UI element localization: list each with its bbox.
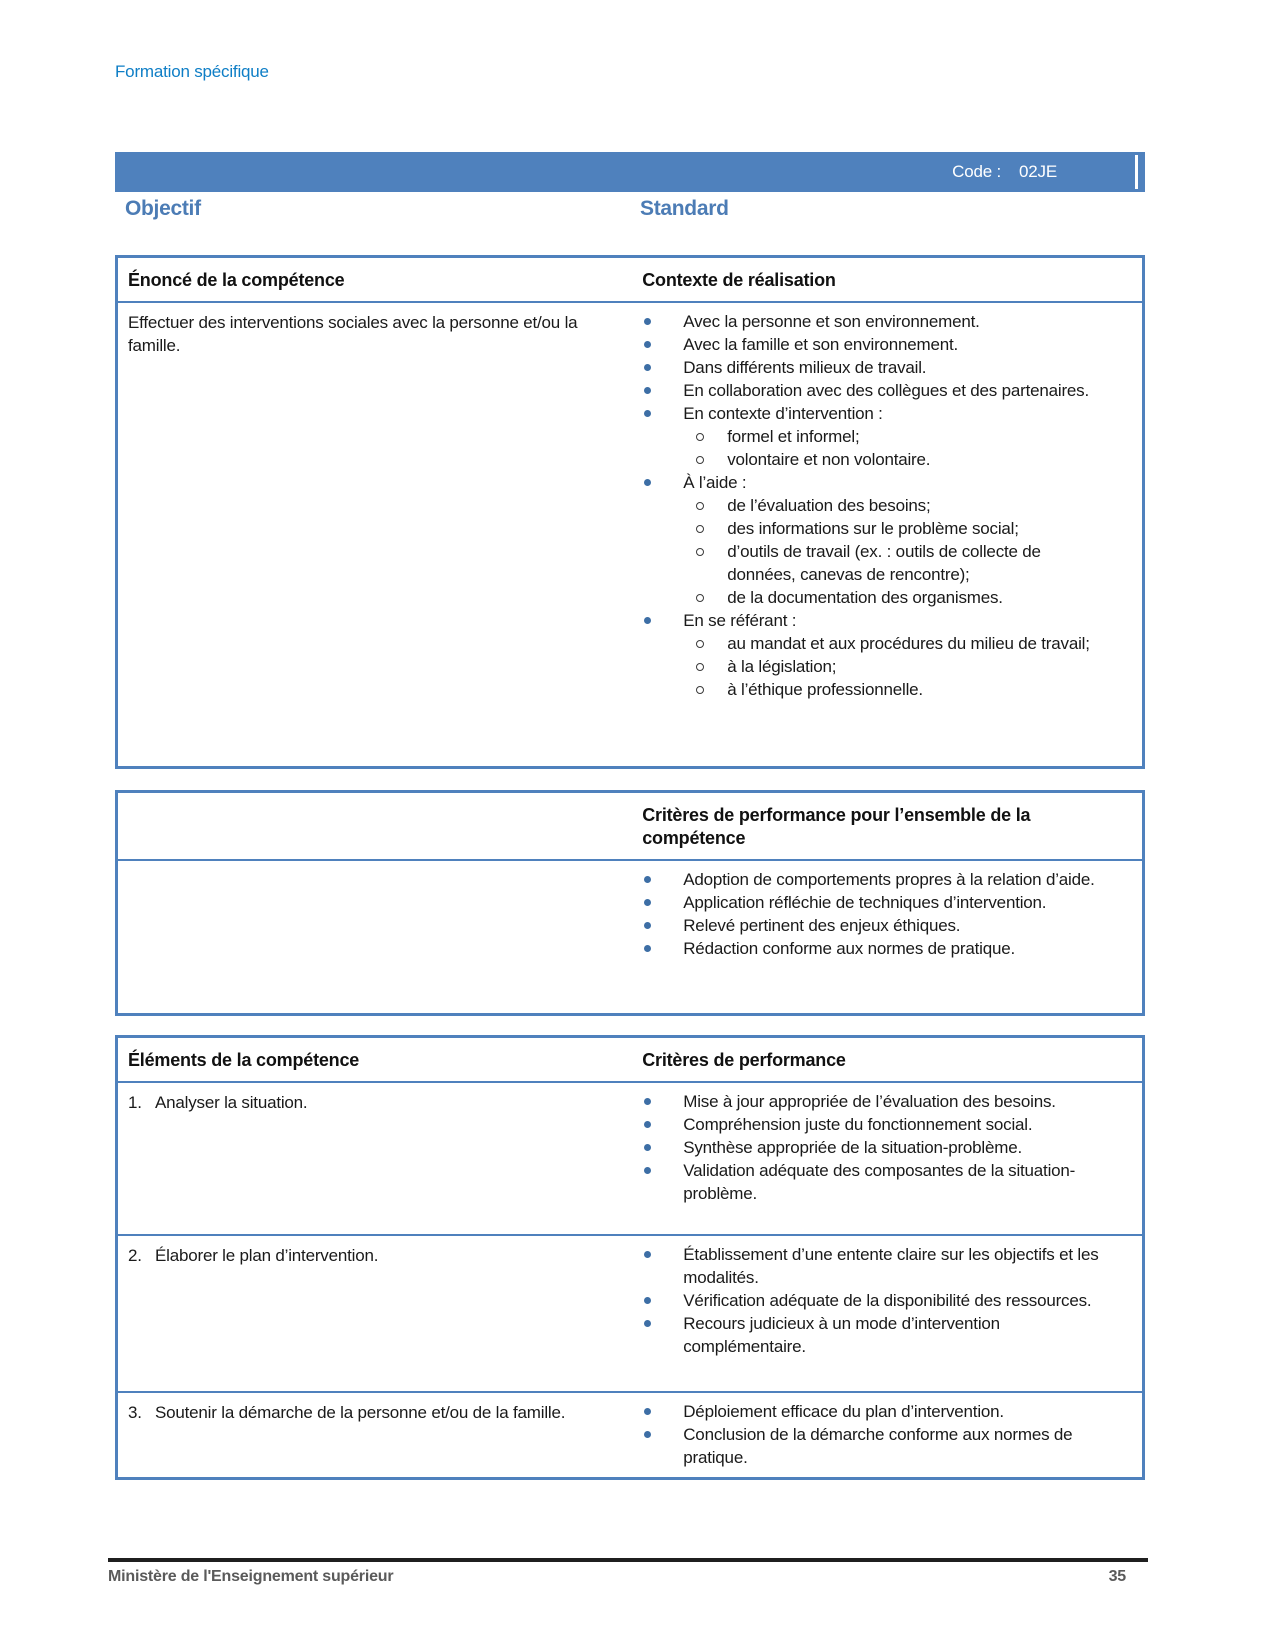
bullet-dot-icon: [644, 318, 651, 325]
bullet-dot-icon: [644, 1431, 651, 1438]
bullet-body: [683, 1400, 1102, 1423]
bullet-body: [683, 1423, 1102, 1469]
sub-bullet-text: d’outils de travail (ex. : outils de collecte de données, canevas de rencontre);: [727, 542, 1041, 584]
bullet-item: [640, 914, 1102, 937]
bullet-dot-icon: [644, 1167, 651, 1174]
table2-body-row: [118, 861, 1142, 1013]
objectif-heading: Objectif: [125, 197, 201, 220]
bullet-dot-icon: [644, 1408, 651, 1415]
criteria-list-1: [640, 1083, 1142, 1234]
bullet-item: [640, 1312, 1102, 1358]
table3-row-2: [118, 1234, 1142, 1391]
sub-bullet-item: [696, 586, 1102, 609]
sub-bullet-item: [696, 448, 1102, 471]
table2-right-header: Critères de performance pour l’ensemble de la compétence: [642, 805, 1031, 848]
table3-row-1: [118, 1083, 1142, 1234]
bullet-body: [683, 356, 1102, 379]
element-3: [118, 1393, 640, 1477]
bullet-body: [683, 402, 1102, 471]
table1-left-header: Énoncé de la compétence: [128, 270, 345, 290]
bullet-body: [683, 914, 1102, 937]
bullet-dot-icon: [644, 387, 651, 394]
bullet-text: Recours judicieux à un mode d’intervention complémentaire.: [683, 1314, 1000, 1356]
bullet-item: [640, 937, 1102, 960]
bullet-text: Dans différents milieux de travail.: [683, 358, 927, 377]
criteria-list-3: [640, 1393, 1142, 1477]
bullet-body: [683, 937, 1102, 960]
bullet-text: En collaboration avec des collègues et des partenaires.: [683, 381, 1089, 400]
bullet-dot-icon: [644, 1144, 651, 1151]
bullet-body: [683, 1136, 1102, 1159]
table-criteres-ensemble: [115, 790, 1145, 1016]
element-3-text: Soutenir la démarche de la personne et/ou de la famille.: [155, 1403, 566, 1422]
bullet-item: [640, 1136, 1102, 1159]
enonce-text: Effectuer des interventions sociales avec la personne et/ou la famille.: [128, 313, 578, 355]
bullet-dot-icon: [644, 364, 651, 371]
table1-right-header: Contexte de réalisation: [642, 270, 836, 290]
code-value: 02JE: [1019, 162, 1057, 181]
bullet-body: [683, 1243, 1102, 1289]
bullet-text: Compréhension juste du fonctionnement social.: [683, 1115, 1033, 1134]
footer: [108, 1568, 1148, 1586]
element-1-number: 1.: [128, 1093, 142, 1112]
bullet-body: [683, 471, 1102, 609]
bullet-dot-icon: [644, 1297, 651, 1304]
sub-bullet-text: des informations sur le problème social;: [727, 519, 1019, 538]
sub-bullet-circle-icon: [696, 525, 704, 533]
bullet-item: [640, 1113, 1102, 1136]
sub-bullet-item: [696, 678, 1102, 701]
bullet-item: [640, 333, 1102, 356]
footer-page-number: 35: [1108, 1568, 1126, 1585]
bullet-item: [640, 1423, 1102, 1469]
bullet-text: En contexte d’intervention :: [683, 404, 883, 423]
bullet-dot-icon: [644, 341, 651, 348]
sub-bullet-text: à l’éthique professionnelle.: [727, 680, 923, 699]
bullet-dot-icon: [644, 922, 651, 929]
table-elements-criteres: [115, 1035, 1145, 1480]
bullet-dot-icon: [644, 1098, 651, 1105]
sub-bullet-circle-icon: [696, 502, 704, 510]
table-enonce-contexte: [115, 255, 1145, 769]
standard-heading: Standard: [640, 197, 729, 220]
bullet-text: Avec la famille et son environnement.: [683, 335, 959, 354]
sub-bullet-text: à la législation;: [727, 657, 837, 676]
element-1: [118, 1083, 640, 1234]
bullet-dot-icon: [644, 945, 651, 952]
code-bar-separator: [1135, 155, 1138, 189]
sub-bullet-item: [696, 540, 1102, 586]
bullet-dot-icon: [644, 1121, 651, 1128]
sub-bullet-circle-icon: [696, 686, 704, 694]
bullet-dot-icon: [644, 617, 651, 624]
bullet-text: Mise à jour appropriée de l’évaluation des besoins.: [683, 1092, 1056, 1111]
bullet-item: [640, 356, 1102, 379]
bullet-item: [640, 609, 1102, 701]
element-2: [118, 1236, 640, 1391]
bullet-body: [683, 1113, 1102, 1136]
code-bar: [115, 152, 1145, 192]
bullet-text: Validation adéquate des composantes de la situation-problème.: [683, 1161, 1076, 1203]
table2-header-row: [118, 793, 1142, 861]
sub-bullet-circle-icon: [696, 640, 704, 648]
sub-bullet-text: au mandat et aux procédures du milieu de travail;: [727, 634, 1090, 653]
element-2-number: 2.: [128, 1246, 142, 1265]
bullet-body: [683, 310, 1102, 333]
sub-bullet-text: de l’évaluation des besoins;: [727, 496, 931, 515]
bullet-dot-icon: [644, 899, 651, 906]
bullet-dot-icon: [644, 1320, 651, 1327]
sub-bullet-item: [696, 517, 1102, 540]
footer-rule: [108, 1558, 1148, 1562]
sub-bullet-circle-icon: [696, 663, 704, 671]
bullet-item: [640, 1159, 1102, 1205]
bullet-item: [640, 1090, 1102, 1113]
bullet-item: [640, 1400, 1102, 1423]
bullet-text: Rédaction conforme aux normes de pratique.: [683, 939, 1016, 958]
sub-bullet-circle-icon: [696, 594, 704, 602]
sub-bullet-text: volontaire et non volontaire.: [727, 450, 931, 469]
bullet-dot-icon: [644, 410, 651, 417]
contexte-list: [640, 303, 1142, 766]
bullet-dot-icon: [644, 1251, 651, 1258]
table1-header-row: [118, 258, 1142, 303]
sub-bullet-text: formel et informel;: [727, 427, 860, 446]
table3-row-3: [118, 1391, 1142, 1477]
bullet-item: [640, 891, 1102, 914]
bullet-dot-icon: [644, 479, 651, 486]
bullet-body: [683, 609, 1102, 701]
bullet-body: [683, 868, 1102, 891]
bullet-text: Relevé pertinent des enjeux éthiques.: [683, 916, 961, 935]
bullet-item: [640, 1243, 1102, 1289]
bullet-text: Établissement d’une entente claire sur les objectifs et les modalités.: [683, 1245, 1099, 1287]
bullet-item: [640, 379, 1102, 402]
bullet-body: [683, 1289, 1102, 1312]
bullet-body: [683, 379, 1102, 402]
table3-right-header: Critères de performance: [642, 1050, 846, 1070]
criteria-list-2: [640, 1236, 1142, 1391]
table1-body-row: [118, 303, 1142, 766]
bullet-text: En se référant :: [683, 611, 797, 630]
element-1-text: Analyser la situation.: [155, 1093, 308, 1112]
bullet-text: Vérification adéquate de la disponibilité des ressources.: [683, 1291, 1092, 1310]
section-label: Formation spécifique: [115, 62, 269, 81]
bullet-item: [640, 310, 1102, 333]
criteres-ensemble-list: [640, 861, 1142, 1013]
bullet-dot-icon: [644, 876, 651, 883]
sub-bullet-item: [696, 632, 1102, 655]
bullet-text: Avec la personne et son environnement.: [683, 312, 980, 331]
sub-bullet-item: [696, 494, 1102, 517]
footer-ministry: Ministère de l'Enseignement supérieur: [108, 1568, 394, 1585]
bullet-body: [683, 891, 1102, 914]
element-3-number: 3.: [128, 1403, 142, 1422]
bullet-item: [640, 471, 1102, 609]
bullet-body: [683, 333, 1102, 356]
table2-left-cell-empty: [118, 861, 640, 1013]
table3-left-header: Éléments de la compétence: [128, 1050, 360, 1070]
sub-bullet-circle-icon: [696, 548, 704, 556]
bullet-text: Déploiement efficace du plan d’intervention.: [683, 1402, 1004, 1421]
table2-left-header-empty: [118, 793, 640, 859]
bullet-item: [640, 1289, 1102, 1312]
bullet-body: [683, 1312, 1102, 1358]
element-2-text: Élaborer le plan d’intervention.: [155, 1246, 379, 1265]
sub-bullet-circle-icon: [696, 433, 704, 441]
bullet-item: [640, 402, 1102, 471]
sub-bullet-circle-icon: [696, 456, 704, 464]
bullet-text: Conclusion de la démarche conforme aux normes de pratique.: [683, 1425, 1073, 1467]
bullet-body: [683, 1090, 1102, 1113]
bullet-item: [640, 868, 1102, 891]
code-label: Code :: [952, 162, 1002, 181]
sub-bullet-item: [696, 655, 1102, 678]
bullet-body: [683, 1159, 1102, 1205]
sub-bullet-text: de la documentation des organismes.: [727, 588, 1003, 607]
sub-bullet-item: [696, 425, 1102, 448]
bullet-text: Adoption de comportements propres à la relation d’aide.: [683, 870, 1095, 889]
bullet-text: Synthèse appropriée de la situation-problème.: [683, 1138, 1023, 1157]
table3-header-row: [118, 1038, 1142, 1083]
bullet-text: À l’aide :: [683, 473, 747, 492]
bullet-text: Application réfléchie de techniques d’intervention.: [683, 893, 1047, 912]
